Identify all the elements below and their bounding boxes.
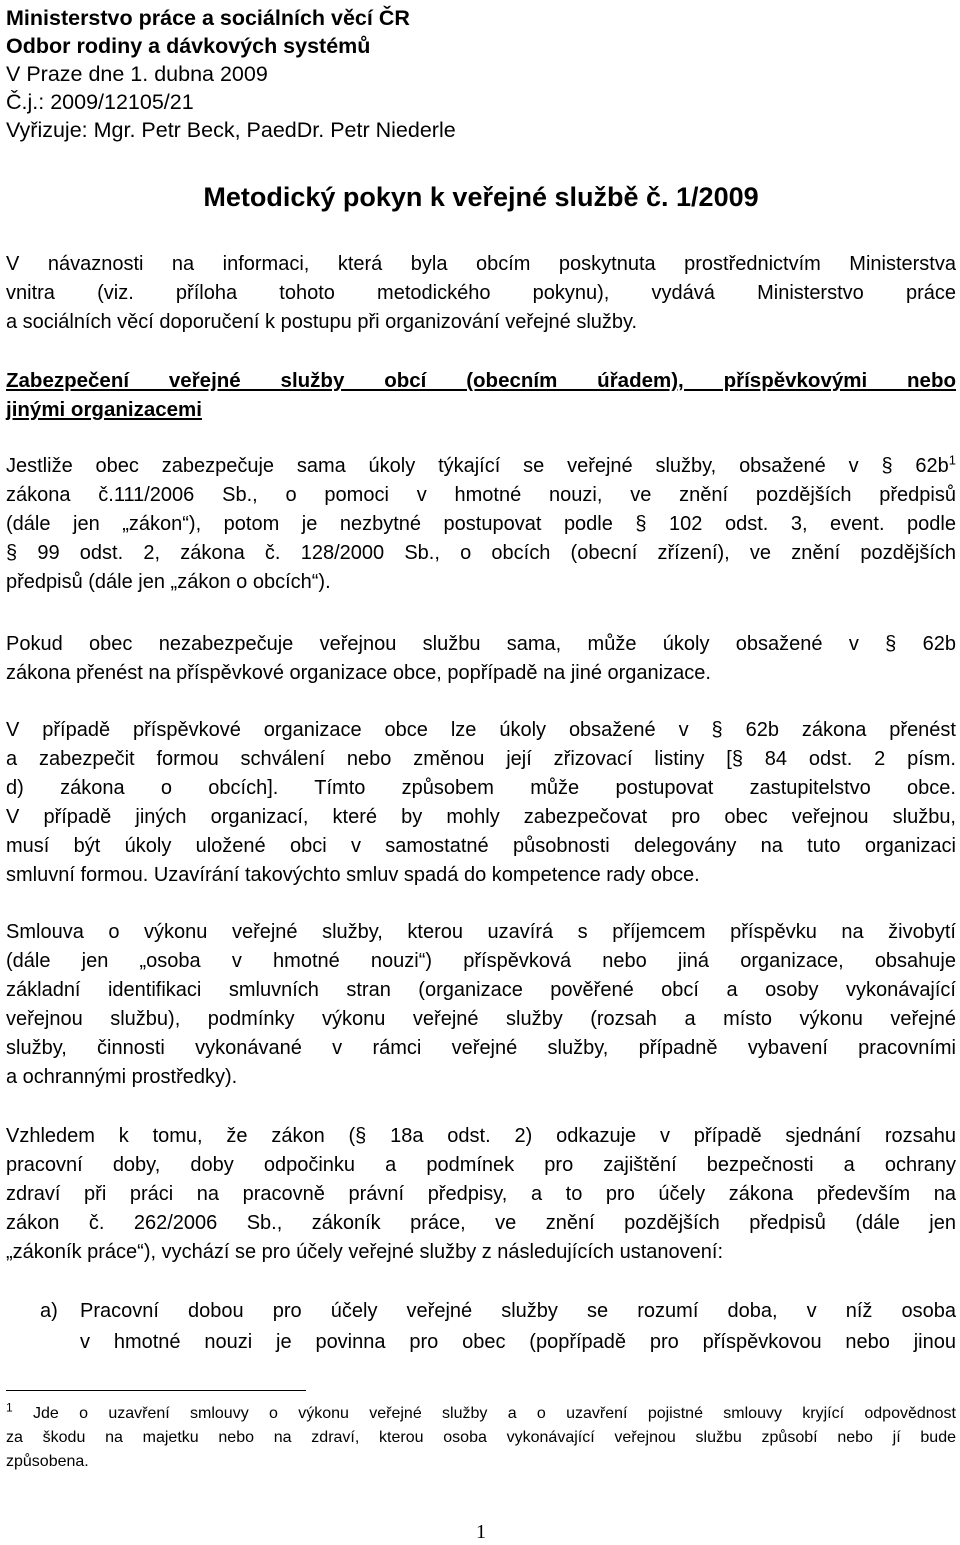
intro-paragraph (6, 250, 956, 337)
text-line (6, 452, 956, 481)
text-line: V případě jiných organizací, které by mohly zabezpečovat pro obec veřejnou službu, (6, 806, 956, 828)
text-line: zákona č.111/2006 Sb., o pomoci v hmotné nouzi, ve znění pozdějších předpisů (6, 484, 956, 506)
paragraph (6, 452, 956, 597)
text-line: „zákoník práce“), vychází se pro účely veřejné služby z následujících ustanovení: (6, 1241, 724, 1263)
text-line: Vzhledem k tomu, že zákon (§ 18a odst. 2) odkazuje v případě sjednání rozsahu (6, 1125, 956, 1147)
text-line: zdraví při práci na pracovně právní předpisy, a to pro účely zákona především na (6, 1183, 956, 1205)
text-line: (dále jen „zákon“), potom je nezbytné postupovat podle § 102 odst. 3, event. podle (6, 513, 956, 535)
footnote-line: za škodu na majetku nebo na zdraví, kterou osoba vykonávající veřejnou službu způsobí nebo jí bude (6, 1429, 956, 1446)
heading-line: Zabezpečení veřejné služby obcí (obecním úřadem), příspěvkovými nebo (6, 369, 956, 392)
text-line: předpisů (dále jen „zákon o obcích“). (6, 571, 331, 593)
text-line: V návaznosti na informaci, která byla obcím poskytnuta prostřednictvím Ministerstva (6, 253, 956, 275)
paragraph (6, 1122, 956, 1267)
text-line: musí být úkoly uložené obci v samostatné působnosti delegovány na tuto organizaci (6, 835, 956, 857)
header-date: V Praze dne 1. dubna 2009 (6, 62, 268, 86)
text-line: zákona přenést na příspěvkové organizace obce, popřípadě na jiné organizace. (6, 662, 711, 684)
paragraph (6, 918, 956, 1092)
text-line: (dále jen „osoba v hmotné nouzi“) příspěvková nebo jiná organizace, obsahuje (6, 950, 956, 972)
footnote-separator (6, 1390, 306, 1391)
text-segment: Jestliže obec zabezpečuje sama úkoly týkající se veřejné služby, obsažené v § 62b (6, 455, 949, 477)
header-contact: Vyřizuje: Mgr. Petr Beck, PaedDr. Petr Niederle (6, 118, 456, 142)
text-line: Pracovní dobou pro účely veřejné služby se rozumí doba, v níž osoba (80, 1300, 956, 1322)
document-title: Metodický pokyn k veřejné službě č. 1/2009 (203, 182, 759, 212)
footnote-number: 1 (6, 1400, 13, 1415)
section-heading (6, 366, 956, 424)
page-number: 1 (476, 1521, 486, 1543)
text-line: a sociálních věcí doporučení k postupu při organizování veřejné služby. (6, 311, 638, 333)
text-line: V případě příspěvkové organizace obce lze úkoly obsažené v § 62b zákona přenést (6, 719, 956, 741)
header-department: Odbor rodiny a dávkových systémů (6, 34, 371, 58)
paragraph (6, 716, 956, 890)
header-ministry: Ministerstvo práce a sociálních věcí ČR (6, 6, 410, 30)
heading-line: jinými organizacemi (6, 398, 202, 421)
text-line: zákon č. 262/2006 Sb., zákoník práce, ve znění pozdějších předpisů (dále jen (6, 1212, 956, 1234)
text-line: veřejnou službu), podmínky výkonu veřejné služby (rozsah a místo výkonu veřejné (6, 1008, 956, 1030)
footnote-line (6, 1402, 956, 1426)
text-line: a ochrannými prostředky). (6, 1066, 238, 1088)
text-line: vnitra (viz. příloha tohoto metodického pokynu), vydává Ministerstvo práce (6, 282, 956, 304)
list-marker: a) (40, 1300, 58, 1322)
text-line: v hmotné nouzi je povinna pro obec (popřípadě pro příspěvkovou nebo jinou (80, 1331, 956, 1353)
list-text (80, 1296, 956, 1358)
text-line: základní identifikaci smluvních stran (organizace pověřené obcí a osoby vykonávající (6, 979, 956, 1001)
text-line: a zabezpečit formou schválení nebo změnou její zřizovací listiny [§ 84 odst. 2 písm. (6, 748, 956, 770)
footnote-reference: 1 (948, 452, 956, 468)
text-line: § 99 odst. 2, zákona č. 128/2000 Sb., o obcích (obecní zřízení), ve znění pozdějších (6, 542, 956, 564)
text-line: služby, činnosti vykonávané v rámci veřejné služby, případně vybavení pracovními (6, 1037, 956, 1059)
text-line: pracovní doby, doby odpočinku a podmínek pro zajištění bezpečnosti a ochrany (6, 1154, 956, 1176)
paragraph (6, 630, 956, 688)
text-line: Pokud obec nezabezpečuje veřejnou službu sama, může úkoly obsažené v § 62b (6, 633, 956, 655)
text-line: d) zákona o obcích]. Tímto způsobem může postupovat zastupitelstvo obce. (6, 777, 956, 799)
footnote-line: způsobena. (6, 1453, 89, 1470)
header-reference: Č.j.: 2009/12105/21 (6, 90, 194, 114)
text-segment: Jde o uzavření smlouvy o výkonu veřejné služby a o uzavření pojistné smlouvy kryjící odpovědnost (33, 1405, 957, 1422)
text-line: smluvní formou. Uzavírání takovýchto smluv spadá do kompetence rady obce. (6, 864, 700, 886)
text-line: Smlouva o výkonu veřejné služby, kterou uzavírá s příjemcem příspěvku na živobytí (6, 921, 956, 943)
footnote (6, 1402, 956, 1474)
